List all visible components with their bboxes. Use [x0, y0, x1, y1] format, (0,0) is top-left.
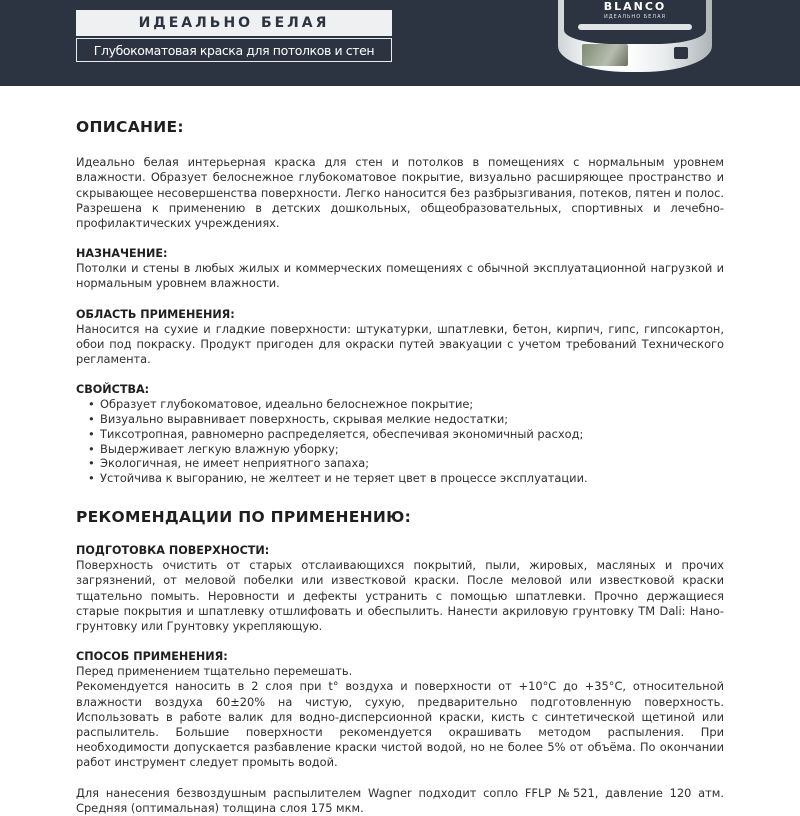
method-section — [76, 649, 724, 770]
description-heading: ОПИСАНИЕ: — [76, 118, 184, 136]
method-heading: СПОСОБ ПРИМЕНЕНИЯ: — [76, 650, 228, 664]
preparation-text: Поверхность очистить от старых отслаивающихся покрытий, пыли, жировых, масляных и прочих загрязнений, от меловой побелки или известковой краски. После меловой или известковой краски тщательно помыть. Неровности и дефекты устранить с помощью шпатлевки. Прочно держащиеся старые покрытия и шпатлевку отшлифовать и обеспылить. Нанести акриловую грунтовку ТМ Dali: Нано-грунтовку или Грунтовку укрепляющую. — [76, 558, 724, 634]
scope-heading: ОБЛАСТЬ ПРИМЕНЕНИЯ: — [76, 307, 235, 321]
method-intro: Перед применением тщательно перемешать. — [76, 664, 353, 679]
scope-section — [76, 307, 724, 368]
product-title-box — [76, 10, 392, 36]
product-can-image — [558, 0, 712, 72]
properties-list-item: • Тиксотропная, равномерно распределяется, обеспечивая экономичный расход; — [88, 427, 724, 442]
spray-text: Для нанесения безвоздушным распылителем Wagner подходит сопло FFLP №521, давление 120 атм. Средняя (оптимальная) толщина слоя 175 мкм. — [76, 785, 724, 815]
purpose-text: Потолки и стены в любых жилых и коммерческих помещениях с обычной эксплуатационной нагрузкой и нормальным уровнем влажности. — [76, 261, 724, 291]
method-text: Рекомендуется наносить в 2 слоя при t° воздуха и поверхности от +10°С до +35°С, относительной влажности воздуха 60±20% на чистую, сухую, предварительно подготовленную поверхность. Использовать в работе валик для водно-дисперсионной краски, кисть с синтетической щетиной или распылитель. Большие поверхности рекомендуется окрашивать методом распыления. При необходимости допускается разбавление краски чистой водой, но не более 5% от объёма. По окончании работ инструмент следует промыть водой. — [76, 679, 724, 770]
purpose-heading: НАЗНАЧЕНИЕ: — [76, 247, 168, 261]
can-interior-photo — [582, 44, 628, 66]
properties-list-item: • Устойчива к выгоранию, не желтеет и не теряет цвет в процессе эксплуатации. — [88, 471, 724, 486]
can-label-stripe — [578, 24, 692, 30]
can-brand-subtitle: ИДЕАЛЬНО БЕЛАЯ — [604, 14, 666, 20]
document-body — [76, 86, 724, 816]
recommendations-heading: РЕКОМЕНДАЦИИ ПО ПРИМЕНЕНИЮ: — [76, 508, 412, 527]
purpose-section — [76, 246, 724, 291]
can-badge-icon — [674, 47, 688, 59]
properties-section — [76, 382, 724, 486]
description-section — [76, 155, 724, 231]
properties-list-item: • Образует глубокоматовое, идеально белоснежное покрытие; — [88, 397, 724, 412]
scope-text: Наносится на сухие и гладкие поверхности: штукатурки, шпатлевки, бетон, кирпич, гипс, гипсокартон, обои под покраску. Продукт пригоден для окраски путей эвакуации с учетом требований Технического регламента. — [76, 321, 724, 367]
can-brand-logo: BLANCO — [603, 0, 667, 13]
properties-list-item: • Визуально выравнивает поверхность, скрывая мелкие недостатки; — [88, 412, 724, 427]
product-subtitle-box — [76, 38, 392, 62]
header-band — [0, 0, 800, 86]
product-title: ИДЕАЛЬНО БЕЛАЯ — [138, 15, 330, 31]
product-subtitle: Глубокоматовая краска для потолков и стен — [93, 42, 375, 58]
preparation-heading: ПОДГОТОВКА ПОВЕРХНОСТИ: — [76, 544, 270, 558]
properties-list-item: • Выдерживает легкую влажную уборку; — [88, 442, 724, 457]
description-text: Идеально белая интерьерная краска для стен и потолков в помещениях с нормальным уровнем влажности. Образует белоснежное глубокоматовое покрытие, визуально расширяющее пространство и скрывающее несовершенства поверхности. Легко наносится без разбрызгивания, потеков, пятен и полос. Разрешена к применению в детских дошкольных, общеобразовательных, спортивных и лечебно-профилактических учреждениях. — [76, 155, 724, 231]
properties-heading: СВОЙСТВА: — [76, 383, 150, 397]
preparation-section — [76, 543, 724, 634]
can-label-band — [564, 0, 706, 44]
properties-list — [76, 397, 724, 486]
properties-list-item: • Экологичная, не имеет неприятного запаха; — [88, 456, 724, 471]
spray-section — [76, 786, 724, 816]
